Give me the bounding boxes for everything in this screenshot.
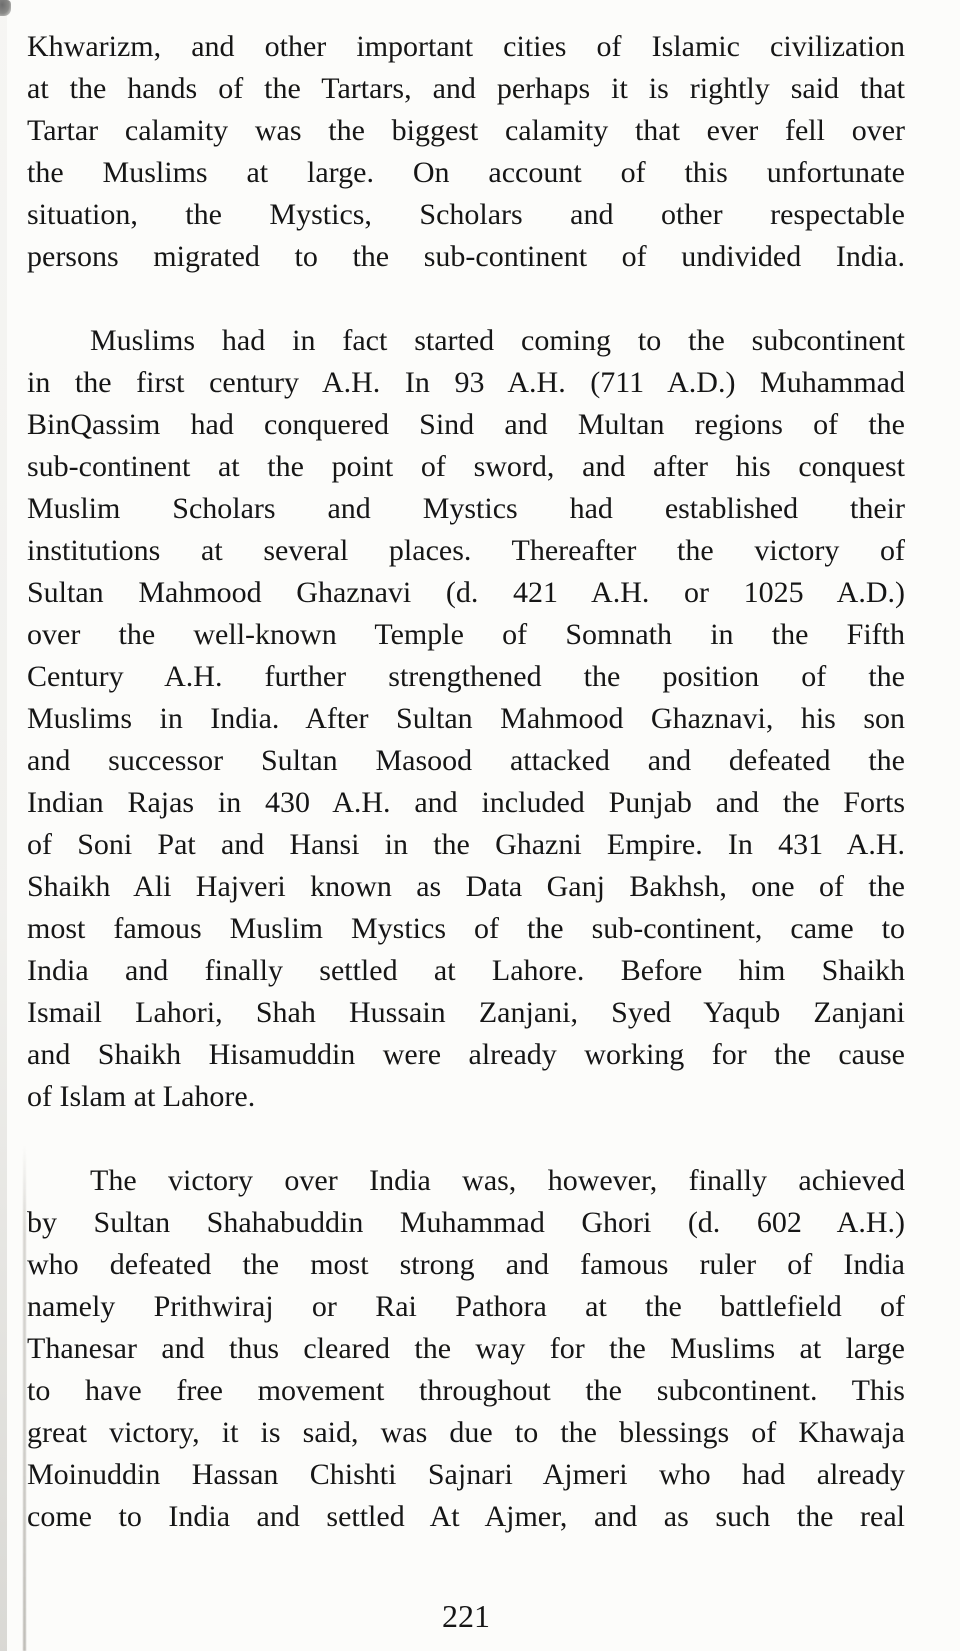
- text-line: namely Prithwiraj or Rai Pathora at the battlefield of: [27, 1290, 905, 1323]
- text-line: institutions at several places. Thereafter the victory of: [27, 534, 905, 567]
- text-line: Muslim Scholars and Mystics had established their: [27, 492, 905, 525]
- text-line: Moinuddin Hassan Chishti Sajnari Ajmeri who had already: [27, 1458, 905, 1491]
- page-text: [27, 26, 905, 1538]
- text-line: over the well-known Temple of Somnath in the Fifth: [27, 618, 905, 651]
- text-line: who defeated the most strong and famous ruler of India: [27, 1248, 905, 1281]
- text-line: and Shaikh Hisamuddin were already working for the cause: [27, 1038, 905, 1071]
- text-line: at the hands of the Tartars, and perhaps it is rightly said that: [27, 72, 905, 105]
- text-line: sub-continent at the point of sword, and after his conquest: [27, 450, 905, 483]
- text-line: and successor Sultan Masood attacked and defeated the: [27, 744, 905, 777]
- text-line: Century A.H. further strengthened the position of the: [27, 660, 905, 693]
- scan-gutter-line: [23, 1145, 26, 1651]
- text-line: of Islam at Lahore.: [27, 1080, 256, 1113]
- text-line: BinQassim had conquered Sind and Multan regions of the: [27, 408, 905, 441]
- paragraph: [27, 320, 905, 1118]
- text-line: Ismail Lahori, Shah Hussain Zanjani, Syed Yaqub Zanjani: [27, 996, 905, 1029]
- text-line: most famous Muslim Mystics of the sub-continent, came to: [27, 912, 905, 945]
- text-line: Muslims had in fact started coming to the subcontinent: [90, 324, 905, 357]
- text-line: Shaikh Ali Hajveri known as Data Ganj Bakhsh, one of the: [27, 870, 905, 903]
- text-line: great victory, it is said, was due to the blessings of Khawaja: [27, 1416, 905, 1449]
- text-line: of Soni Pat and Hansi in the Ghazni Empire. In 431 A.H.: [27, 828, 905, 861]
- text-line: the Muslims at large. On account of this unfortunate: [27, 156, 905, 189]
- text-line: by Sultan Shahabuddin Muhammad Ghori (d. 602 A.H.): [27, 1206, 905, 1239]
- text-line: Indian Rajas in 430 A.H. and included Punjab and the Forts: [27, 786, 905, 819]
- scan-edge-shadow: [0, 0, 7, 1651]
- text-line: situation, the Mystics, Scholars and other respectable: [27, 198, 905, 231]
- text-line: come to India and settled At Ajmer, and as such the real: [27, 1500, 905, 1533]
- text-line: Tartar calamity was the biggest calamity that ever fell over: [27, 114, 905, 147]
- paragraph: [27, 26, 905, 278]
- text-line: in the first century A.H. In 93 A.H. (711 A.D.) Muhammad: [27, 366, 905, 399]
- text-line: to have free movement throughout the subcontinent. This: [27, 1374, 905, 1407]
- page-number: 221: [442, 1598, 490, 1634]
- text-line: Muslims in India. After Sultan Mahmood Ghaznavi, his son: [27, 702, 905, 735]
- text-line: persons migrated to the sub-continent of undivided India.: [27, 240, 905, 273]
- scan-smudge-mark: [0, 0, 11, 16]
- text-line: Sultan Mahmood Ghaznavi (d. 421 A.H. or 1025 A.D.): [27, 576, 905, 609]
- text-line: Khwarizm, and other important cities of Islamic civilization: [27, 30, 905, 63]
- paragraph: [27, 1160, 905, 1538]
- text-line: Thanesar and thus cleared the way for the Muslims at large: [27, 1332, 905, 1365]
- text-line: India and finally settled at Lahore. Before him Shaikh: [27, 954, 905, 987]
- text-line: The victory over India was, however, finally achieved: [90, 1164, 905, 1197]
